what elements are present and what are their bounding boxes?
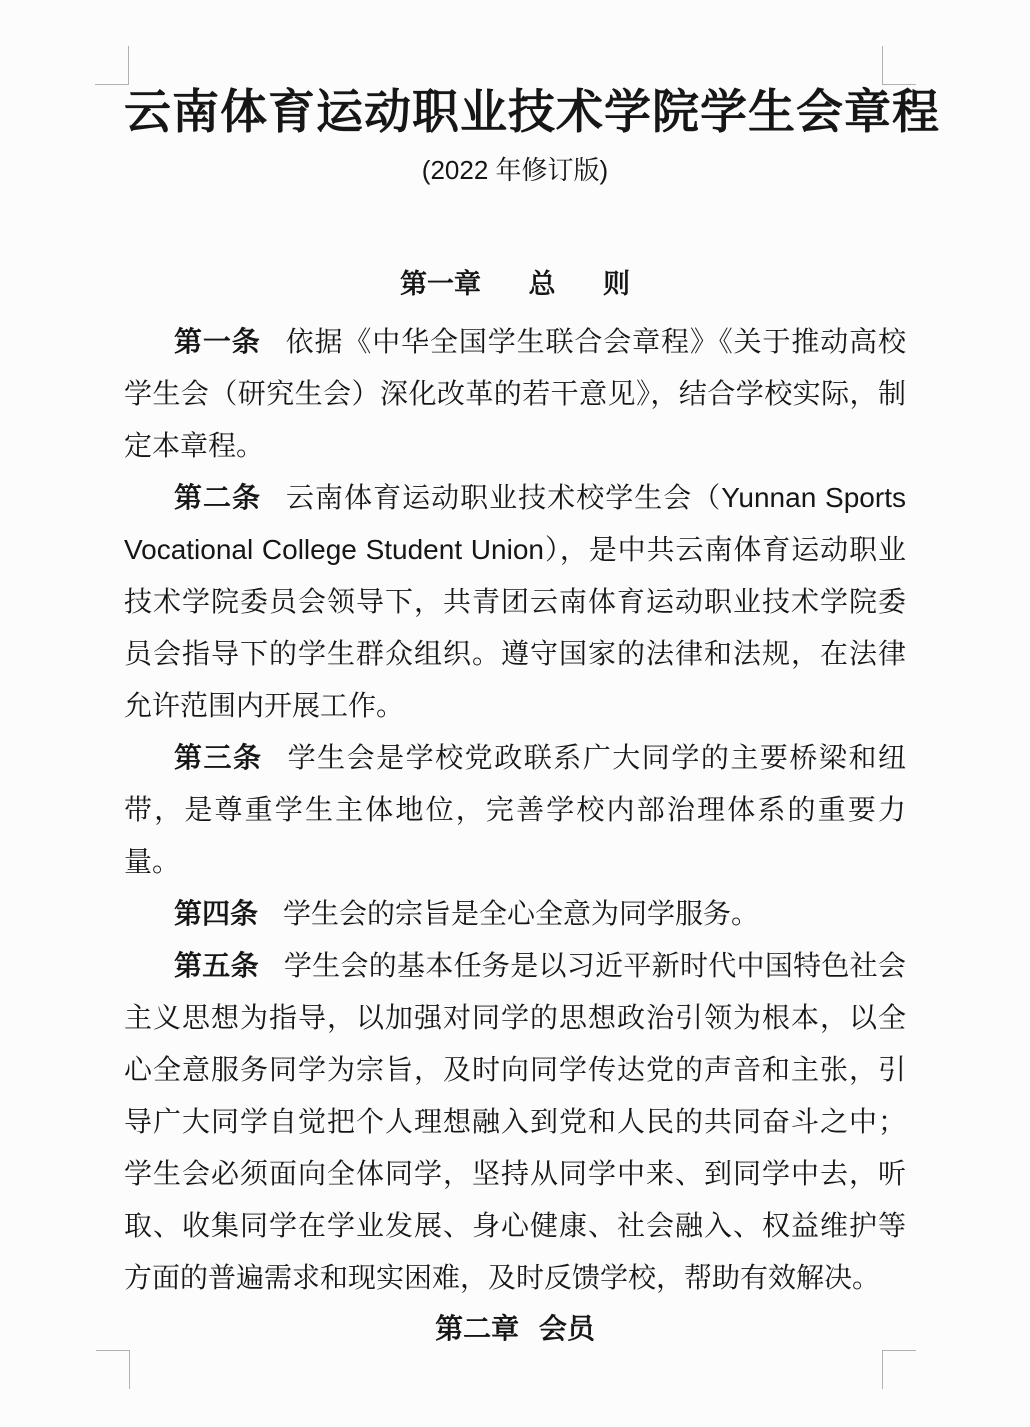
margin-mark-bottom-right-icon bbox=[882, 1350, 916, 1389]
article-paragraph: 第一条 依据《中华全国学生联合会章程》《关于推动高校学生会（研究生会）深化改革的若干意见》，结合学校实际，制定本章程。 bbox=[124, 326, 906, 461]
article-number: 第三条 bbox=[174, 742, 263, 773]
article-paragraph: 第三条 学生会是学校党政联系广大同学的主要桥梁和纽带，是尊重学生主体地位，完善学校内部治理体系的重要力量。 bbox=[124, 742, 906, 877]
article-paragraph: 第二条 云南体育运动职业技术校学生会（Yunnan Sports Vocational College Student Union），是中共云南体育运动职业技术学院委员会领导下，共青团云南体育运动职业技术学院委员会指导下的学生群众组织。遵守国家的法律和法规，在法律允许范围内开展工作。 bbox=[124, 482, 906, 721]
chapter-two-label: 第二章 bbox=[435, 1313, 520, 1344]
margin-mark-top-right-icon bbox=[882, 46, 916, 85]
article-number: 第二条 bbox=[174, 482, 262, 513]
document-subtitle: (2022 年修订版) bbox=[421, 155, 609, 185]
chapter-one-heading bbox=[124, 269, 906, 299]
articles bbox=[124, 316, 906, 1304]
article-paragraph: 第四条 学生会的宗旨是全心全意为同学服务。 bbox=[174, 898, 760, 929]
article-number: 第五条 bbox=[174, 950, 259, 981]
chapter-one-word1: 总 bbox=[528, 269, 556, 299]
margin-mark-top-left-icon bbox=[95, 46, 129, 85]
chapter-two-heading bbox=[124, 1314, 906, 1344]
document-title: 云南体育运动职业技术学院学生会章程 bbox=[124, 85, 940, 138]
article-paragraph: 第五条 学生会的基本任务是以习近平新时代中国特色社会主义思想为指导，以加强对同学的思想政治引领为根本，以全心全意服务同学为宗旨，及时向同学传达党的声音和主张，引导广大同学自觉把个人理想融入到党和人民的共同奋斗之中；学生会必须面向全体同学，坚持从同学中来、到同学中去，听取、收集同学在学业发展、身心健康、社会融入、权益维护等方面的普遍需求和现实困难，及时反馈学校，帮助有效解决。 bbox=[124, 950, 906, 1293]
chapter-one-label: 第一章 bbox=[399, 269, 481, 299]
article-number: 第四条 bbox=[174, 898, 259, 929]
chapter-two-name: 会员 bbox=[538, 1313, 595, 1344]
article-number: 第一条 bbox=[174, 326, 261, 357]
chapter-one-word2: 则 bbox=[603, 269, 631, 299]
margin-mark-bottom-left-icon bbox=[96, 1350, 130, 1389]
